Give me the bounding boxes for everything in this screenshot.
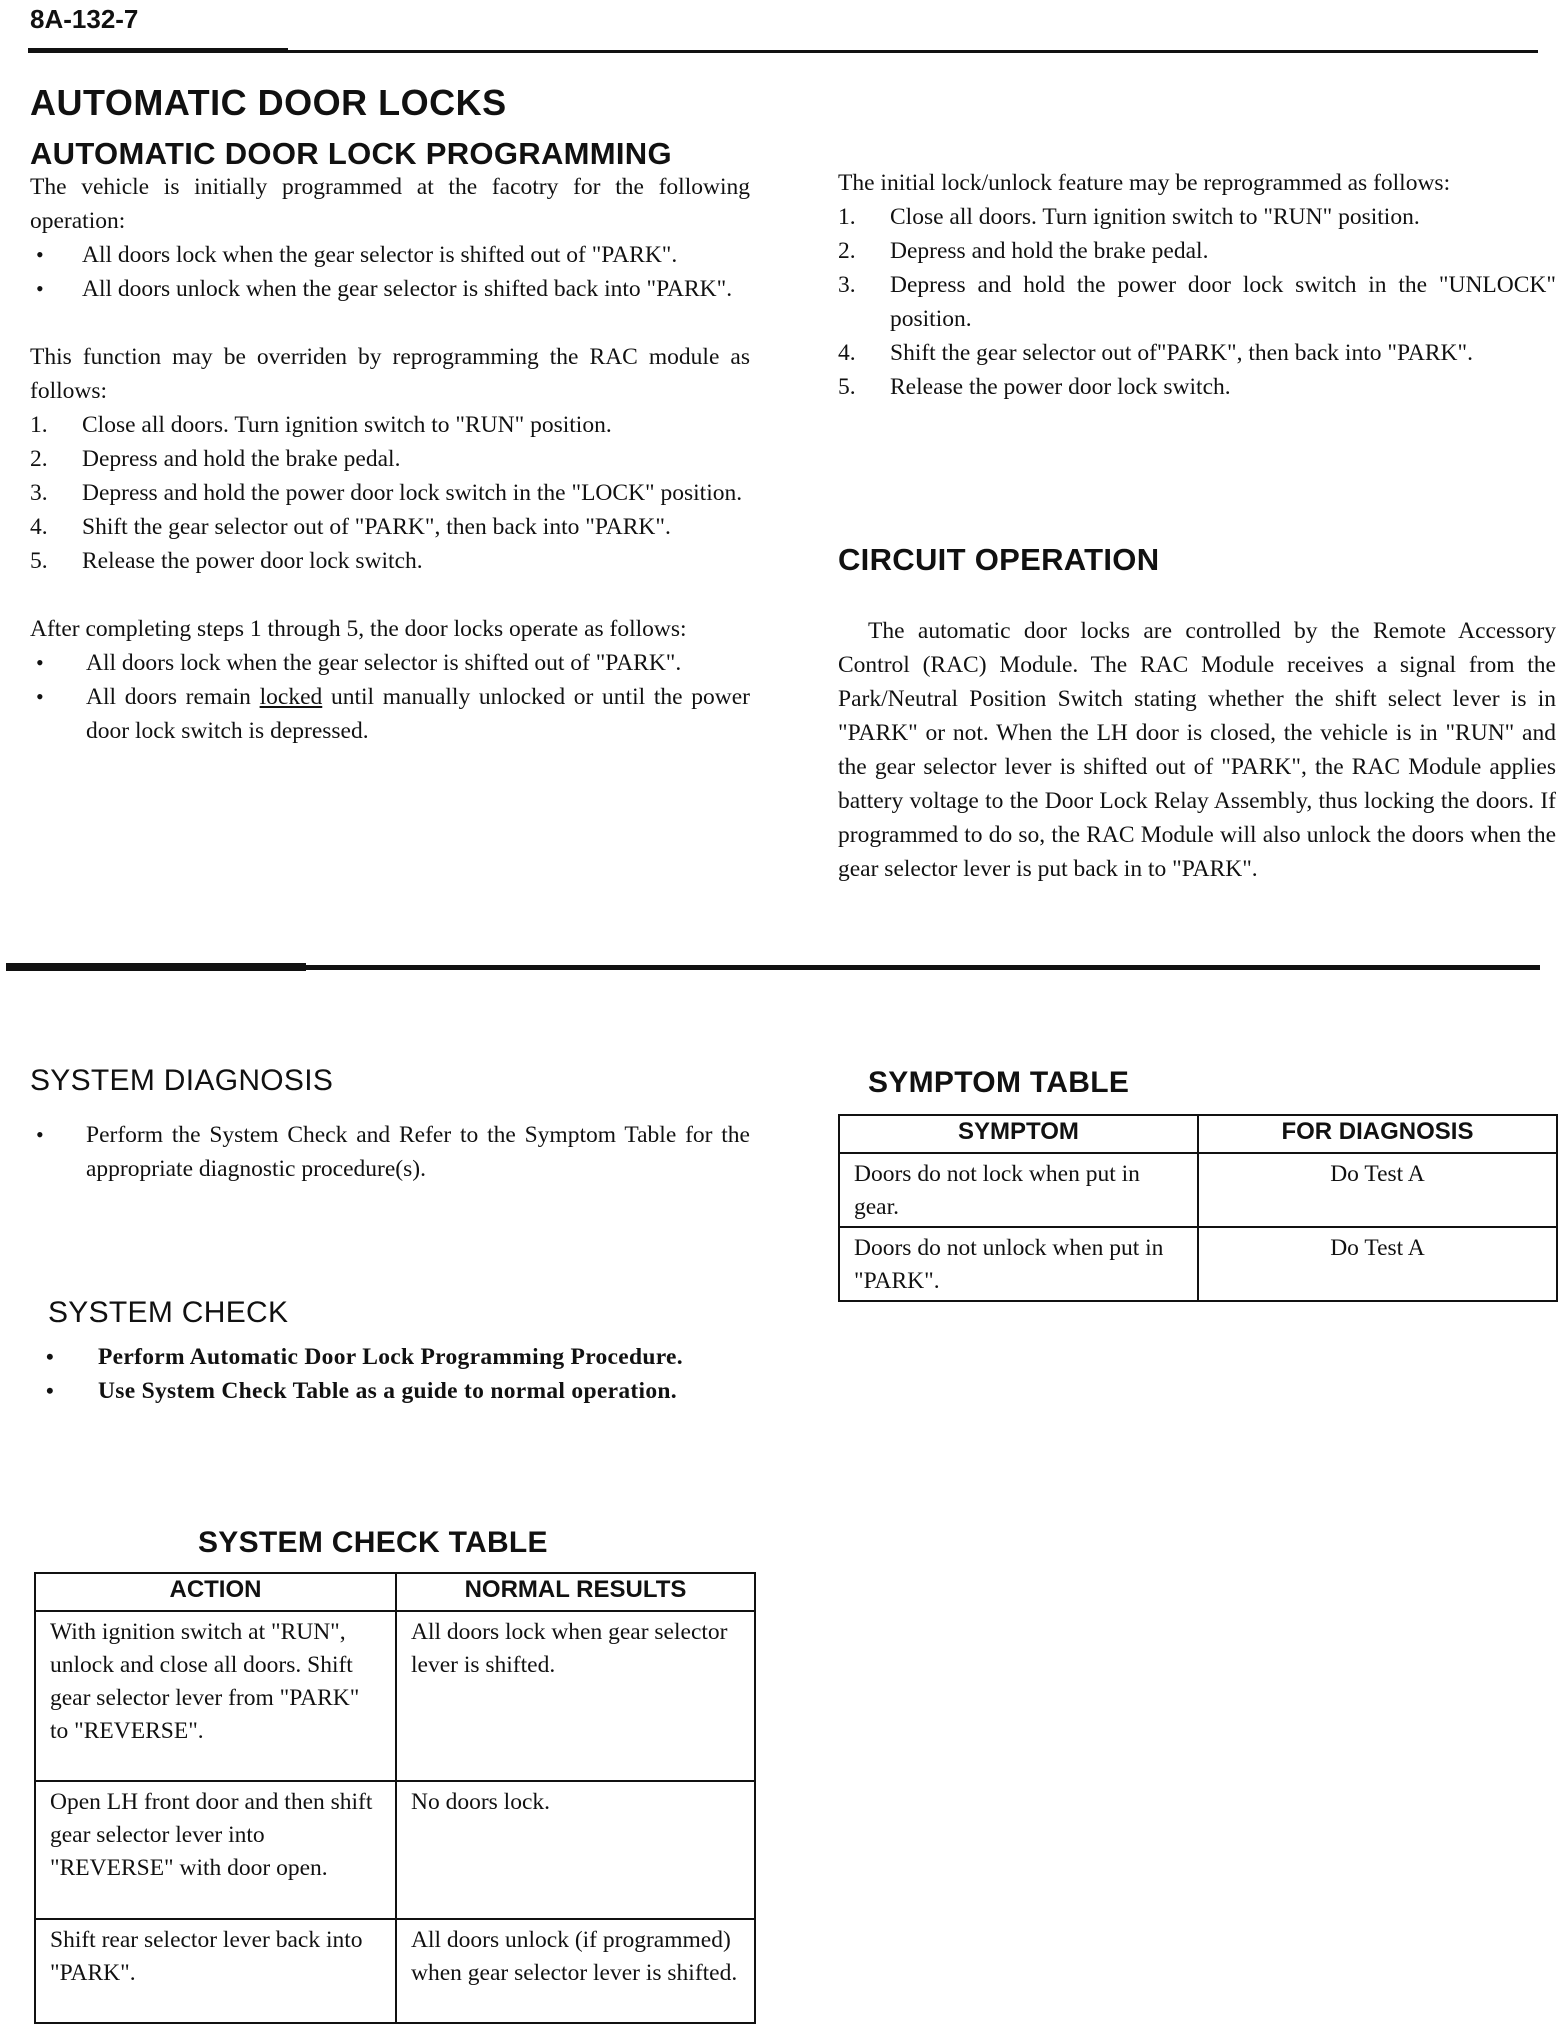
list-item: 1. Close all doors. Turn ignition switch to "RUN" position. xyxy=(838,204,1420,230)
table-cell: Do Test A xyxy=(1198,1153,1557,1227)
list-item: 3. Depress and hold the power door lock switch in the "LOCK" position. xyxy=(30,480,743,506)
table-cell: All doors unlock (if programmed) when gear selector lever is shifted. xyxy=(396,1919,755,2023)
table-cell: Doors do not unlock when put in "PARK". xyxy=(839,1227,1198,1301)
reprogram-intro: The initial lock/unlock feature may be reprogrammed as follows: xyxy=(838,170,1451,196)
list-item: 3. Depress and hold the power door lock switch in the "UNLOCK" position. xyxy=(838,272,1556,332)
list-item: 4. Shift the gear selector out of"PARK", then back into "PARK". xyxy=(838,340,1473,366)
table-header-row xyxy=(35,1573,755,1611)
top-rule-accent xyxy=(28,48,288,52)
page-title: AUTOMATIC DOOR LOCKS xyxy=(30,82,507,123)
system-check-table xyxy=(34,1572,756,2024)
table-cell: With ignition switch at "RUN", unlock and close all doors. Shift gear selector lever from "PARK" to "REVERSE". xyxy=(35,1611,396,1781)
after-intro: After completing steps 1 through 5, the door locks operate as follows: xyxy=(30,616,687,642)
default-operation-list xyxy=(30,238,750,306)
programming-right-column xyxy=(838,166,1556,404)
list-item: • Perform the System Check and Refer to the Symptom Table for the appropriate diagnostic procedure(s). xyxy=(36,1122,750,1182)
table-cell: Do Test A xyxy=(1198,1227,1557,1301)
diagnosis-list xyxy=(30,1118,750,1186)
table-cell: Open LH front door and then shift gear selector lever into "REVERSE" with door open. xyxy=(35,1781,396,1919)
list-item: • Perform Automatic Door Lock Programming Procedure. xyxy=(46,1344,683,1370)
lock-steps-list xyxy=(30,408,750,578)
table-row xyxy=(35,1781,755,1919)
symptom-table-title: SYMPTOM TABLE xyxy=(868,1066,1130,1099)
unlock-steps-list xyxy=(838,200,1556,404)
list-item: 4. Shift the gear selector out of "PARK", then back into "PARK". xyxy=(30,514,671,540)
list-item: 2. Depress and hold the brake pedal. xyxy=(838,238,1209,264)
system-check-table-title: SYSTEM CHECK TABLE xyxy=(198,1526,548,1559)
table-cell: No doors lock. xyxy=(396,1781,755,1919)
table-cell: Doors do not lock when put in gear. xyxy=(839,1153,1198,1227)
circuit-heading: CIRCUIT OPERATION xyxy=(838,542,1160,577)
programming-left-column xyxy=(30,170,750,748)
page-code: 8A-132-7 xyxy=(30,4,139,34)
table-row xyxy=(839,1227,1557,1301)
programming-intro: The vehicle is initially programmed at the facotry for the following operation: xyxy=(30,174,750,234)
override-intro: This function may be overriden by reprogramming the RAC module as follows: xyxy=(30,344,750,404)
list-item: • All doors lock when the gear selector is shifted out of "PARK". xyxy=(36,650,682,676)
system-check-list xyxy=(40,1340,768,1408)
list-item: 1. Close all doors. Turn ignition switch to "RUN" position. xyxy=(30,412,612,438)
column-header: SYMPTOM xyxy=(839,1115,1198,1153)
list-item: • All doors lock when the gear selector is shifted out of "PARK". xyxy=(36,242,678,268)
diagnosis-body xyxy=(30,1118,750,1186)
table-cell: Shift rear selector lever back into "PARK". xyxy=(35,1919,396,2023)
list-item: 5. Release the power door lock switch. xyxy=(30,548,423,574)
column-header: FOR DIAGNOSIS xyxy=(1198,1115,1557,1153)
list-item: 5. Release the power door lock switch. xyxy=(838,374,1231,400)
table-cell: All doors lock when gear selector lever is shifted. xyxy=(396,1611,755,1781)
after-operation-list xyxy=(30,646,750,748)
system-check-heading: SYSTEM CHECK xyxy=(48,1296,289,1329)
list-item: 2. Depress and hold the brake pedal. xyxy=(30,446,401,472)
list-item: • All doors unlock when the gear selector is shifted back into "PARK". xyxy=(36,276,733,302)
symptom-table xyxy=(838,1114,1558,1302)
table-row xyxy=(839,1153,1557,1227)
section-divider-accent xyxy=(6,963,306,971)
table-header-row xyxy=(839,1115,1557,1153)
diagnosis-heading: SYSTEM DIAGNOSIS xyxy=(30,1064,334,1097)
column-header: ACTION xyxy=(35,1573,396,1611)
list-item: • Use System Check Table as a guide to normal operation. xyxy=(46,1378,677,1404)
list-item: • All doors remain locked until manually unlocked or until the power door lock switch is depressed. xyxy=(36,684,750,744)
circuit-text: The automatic door locks are controlled by the Remote Accessory Control (RAC) Module. The RAC Module receives a signal from the Park/Neutral Position Switch stating whether the shift select lever is in "PARK" or not. When the LH door is closed, the vehicle is in "RUN" and the gear selector lever is shifted out of "PARK", the RAC Module applies battery voltage to the Door Lock Relay Assembly, thus locking the doors. If programmed to do so, the RAC Module will also unlock the doors when the gear selector lever is put back in to "PARK". xyxy=(838,618,1556,882)
programming-heading: AUTOMATIC DOOR LOCK PROGRAMMING xyxy=(30,136,672,171)
table-row xyxy=(35,1611,755,1781)
system-check-body xyxy=(40,1340,768,1408)
table-row xyxy=(35,1919,755,2023)
column-header: NORMAL RESULTS xyxy=(396,1573,755,1611)
